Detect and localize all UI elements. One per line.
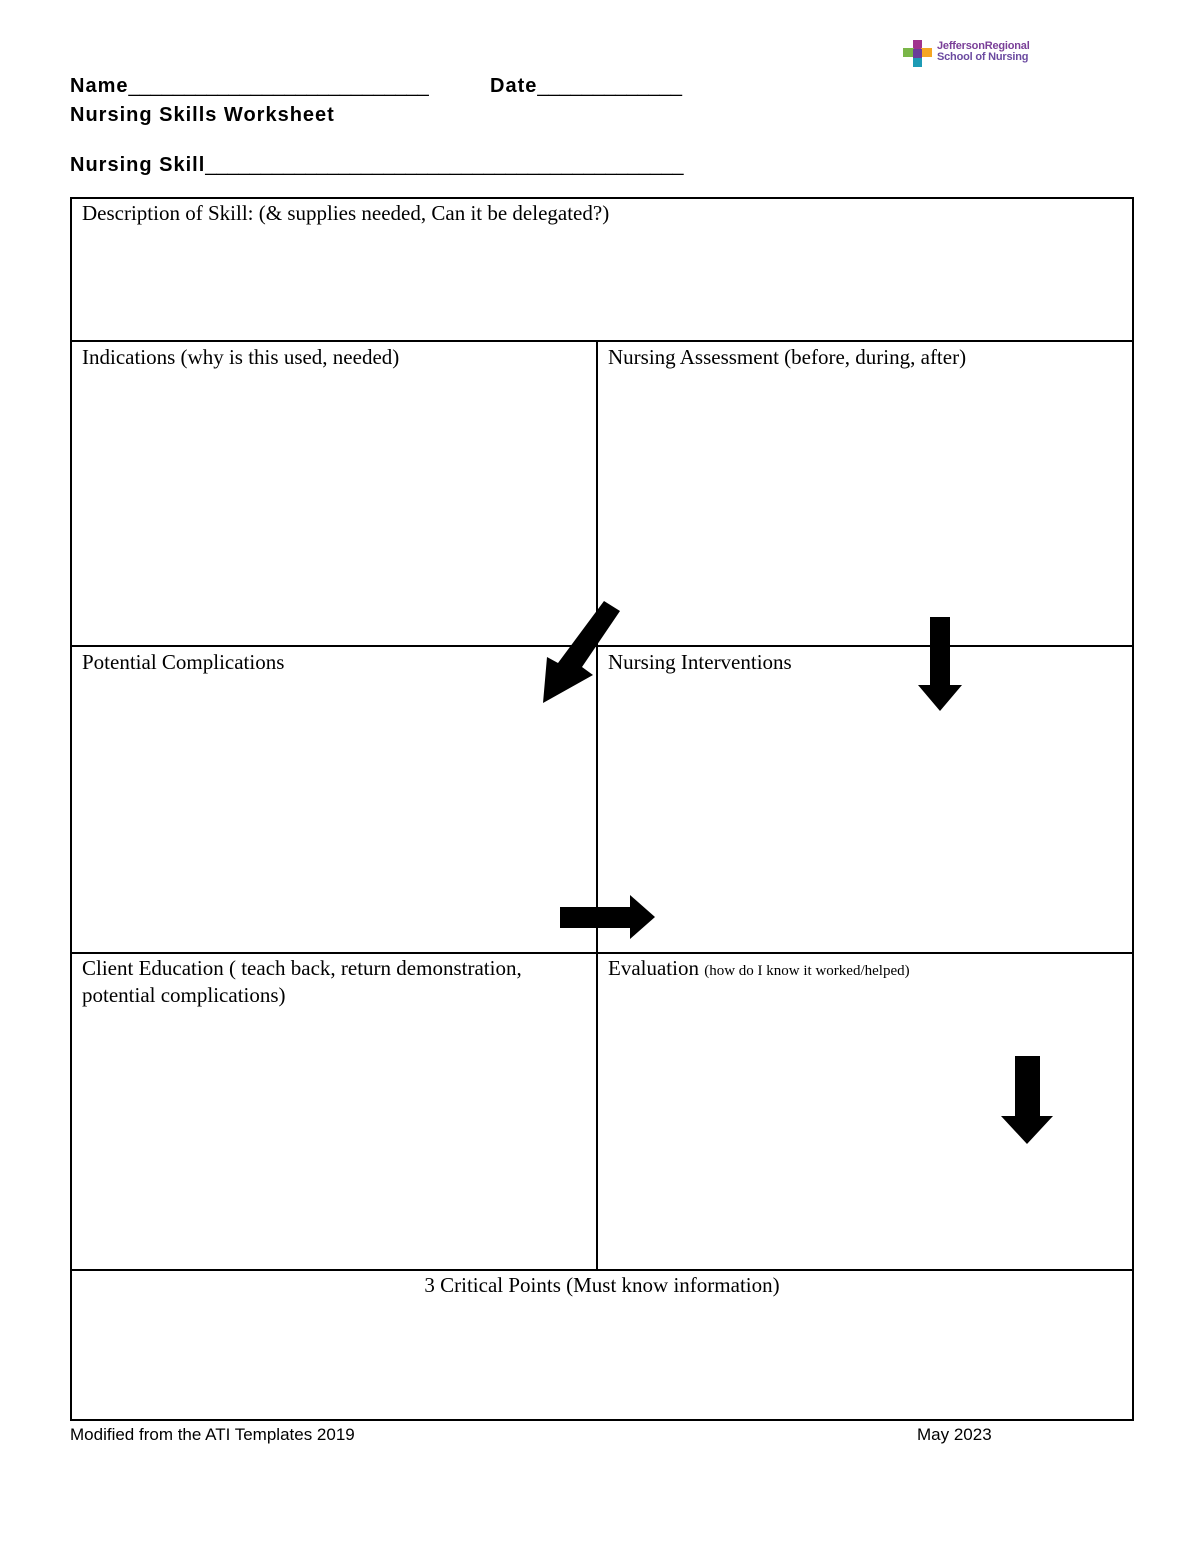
indications-cell[interactable] — [72, 342, 596, 645]
down-arrow-icon — [1000, 1054, 1055, 1149]
education-label-line2: potential complications) — [82, 983, 286, 1007]
evaluation-title: Evaluation — [608, 956, 699, 980]
nursing-skill-field[interactable] — [70, 154, 684, 177]
grid-border-right — [1132, 197, 1134, 1421]
assessment-cell[interactable] — [598, 342, 1132, 645]
diagonal-arrow-icon — [530, 595, 630, 710]
down-arrow-shape — [1001, 1056, 1053, 1144]
date-field[interactable] — [490, 75, 682, 98]
nursing-skill-label: Nursing Skill — [70, 154, 206, 176]
critical-points-cell[interactable] — [72, 1271, 1132, 1419]
page-title: Nursing Skills Worksheet — [70, 104, 335, 126]
description-cell[interactable] — [72, 199, 1132, 340]
interventions-label: Nursing Interventions — [608, 650, 792, 674]
logo-line2: School of Nursing — [937, 51, 1029, 63]
description-label: Description of Skill: (& supplies needed, Can it be delegated?) — [82, 201, 610, 225]
nursing-skill-blank[interactable]: ___________________________________________ — [205, 154, 684, 176]
school-logo — [903, 40, 1048, 68]
logo-text — [937, 41, 1030, 63]
logo-line1: JeffersonRegional — [937, 40, 1030, 52]
footer-source: Modified from the ATI Templates 2019 — [70, 1425, 355, 1444]
evaluation-note: (how do I know it worked/helped) — [704, 963, 910, 979]
education-cell[interactable] — [72, 954, 596, 1269]
date-blank[interactable]: _____________ — [537, 75, 682, 97]
complications-cell[interactable] — [72, 647, 596, 952]
interventions-cell[interactable] — [598, 647, 1132, 952]
date-label: Date — [490, 75, 538, 97]
assessment-label: Nursing Assessment (before, during, after) — [608, 345, 967, 369]
right-arrow-icon — [558, 892, 658, 942]
logo-mark-icon — [903, 40, 933, 68]
education-label-line1: Client Education ( teach back, return demonstration, — [82, 956, 522, 980]
complications-label: Potential Complications — [82, 650, 285, 674]
name-blank[interactable]: ___________________________ — [128, 75, 429, 97]
evaluation-label — [608, 955, 910, 985]
down-arrow-icon — [918, 615, 968, 715]
name-field[interactable] — [70, 75, 429, 98]
diagonal-arrow-shape — [543, 601, 620, 703]
down-arrow-shape — [918, 617, 962, 711]
right-arrow-shape — [560, 895, 655, 939]
grid-border-bottom — [70, 1419, 1134, 1421]
name-label: Name — [70, 75, 129, 97]
indications-label: Indications (why is this used, needed) — [82, 345, 400, 369]
critical-points-label: 3 Critical Points (Must know information) — [424, 1273, 780, 1297]
footer-date: May 2023 — [917, 1425, 992, 1444]
